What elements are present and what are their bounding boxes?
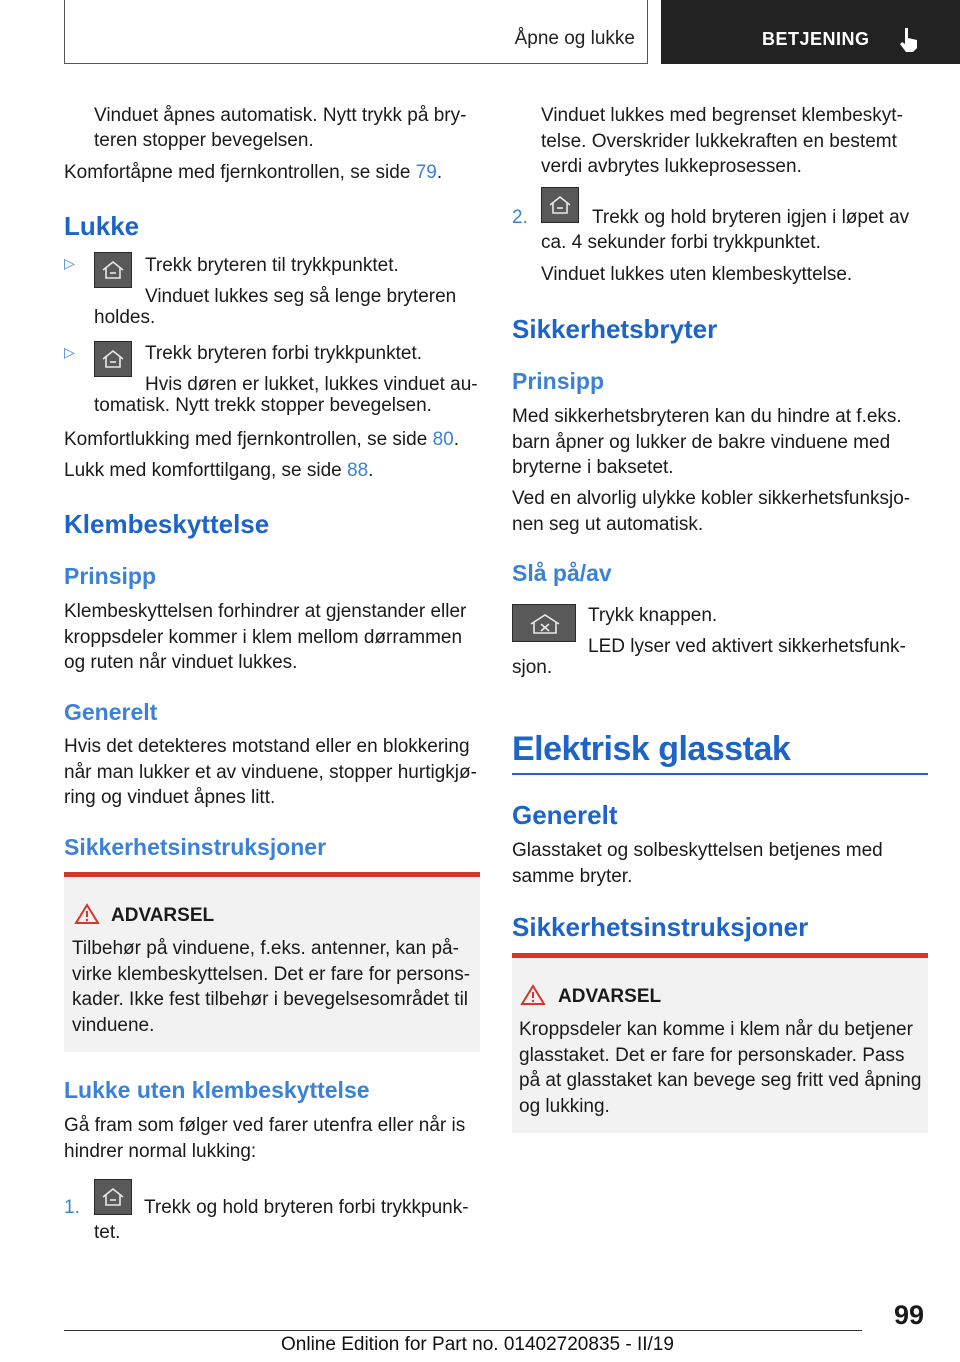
cont-text	[541, 103, 903, 180]
heading-underline	[512, 773, 928, 775]
prinsipp-line: barn åpner og lukker de bakre vinduene med	[512, 431, 891, 453]
comfort-open-text: Komfortåpne med fjernkontrollen, se side 79.	[64, 162, 443, 183]
page-link-79[interactable]: 79	[415, 162, 437, 183]
warning-title: ADVARSEL	[111, 905, 215, 926]
prinsipp-text-2	[512, 486, 910, 537]
heading-sla-pa-av: Slå på/av	[512, 560, 612, 586]
lukke-item-2-tail: tomatisk. Nytt trekk stopper bevegelsen.	[94, 395, 432, 416]
safety-switch-icon	[512, 604, 576, 642]
header-chapter-box	[661, 0, 960, 64]
heading-generelt: Generelt	[512, 800, 618, 830]
generelt-line: Hvis det detekteres motstand eller en blokkering	[64, 736, 470, 757]
cont-line: telse. Overskrider lukkekraften en bestemt	[541, 130, 897, 152]
comfort-open-label: Komfortåpne med fjernkontrollen, se side	[64, 162, 416, 183]
window-switch-icon	[94, 341, 132, 377]
sla-text	[588, 600, 906, 662]
warning-line: vinduene.	[72, 1014, 155, 1036]
uten-line: hindrer normal lukking:	[64, 1140, 257, 1162]
comfort-close-text: Komfortlukking med fjernkontrollen, se side 80.	[64, 429, 459, 450]
heading-lukke: Lukke	[64, 211, 140, 241]
warning-line: og lukking.	[519, 1095, 610, 1117]
lukke-item-line: Trekk bryteren forbi trykkpunktet.	[145, 343, 423, 364]
warning-line: på at glasstaket kan bevege seg fritt ved åpning	[519, 1070, 922, 1091]
step2-result: Vinduet lukkes uten klembeskyttelse.	[541, 264, 853, 285]
prinsipp-text	[512, 404, 902, 481]
footer-edition-text: Online Edition for Part no. 01402720835 - II/19	[281, 1334, 674, 1355]
window-switch-icon	[94, 1179, 132, 1215]
footer-divider	[64, 1330, 862, 1331]
warning-line: kader. Ikke fest tilbehør i bevegelsesområdet til	[72, 989, 469, 1010]
header-chapter-title: BETJENING	[762, 29, 870, 49]
window-switch-icon	[541, 187, 579, 223]
step1-tail: tet.	[94, 1222, 121, 1243]
step-number: 2.	[512, 207, 528, 228]
generelt-line: Glasstaket og solbeskyttelsen betjenes med	[512, 840, 883, 861]
warning-line: virke klembeskyttelsen. Det er fare for persons-	[72, 963, 471, 985]
prinsipp-line: Ved en alvorlig ulykke kobler sikkerhetsfunksjo-	[512, 488, 911, 509]
intro-line: teren stopper bevegelsen.	[94, 130, 314, 151]
bullet-triangle-icon: ▷	[64, 344, 75, 360]
warning-box	[64, 872, 480, 1052]
lukke-item-line: Vinduet lukkes seg så lenge bryteren	[145, 286, 457, 307]
warning-text	[72, 936, 470, 1038]
cont-line: Vinduet lukkes med begrenset klembeskyt-	[541, 105, 903, 126]
bullet-triangle-icon: ▷	[64, 255, 75, 271]
sla-line: Trykk knappen.	[588, 605, 718, 626]
prinsipp-line: Klembeskyttelsen forhindrer at gjenstander eller	[64, 601, 467, 622]
lukke-item-1-tail: holdes.	[94, 307, 156, 328]
uten-line: Gå fram som følger ved farer utenfra eller når is	[64, 1115, 466, 1136]
intro-text	[94, 103, 466, 153]
generelt-line: når man lukker et av vinduene, stopper hurtigkjø-	[64, 761, 477, 783]
header-section-title: Åpne og lukke	[514, 28, 635, 49]
generelt-line: samme bryter.	[512, 865, 633, 887]
cont-line: verdi avbrytes lukkeprosessen.	[541, 156, 802, 177]
prinsipp-line: kroppsdeler kommer i klem mellom dørrammen	[64, 626, 463, 648]
step1-text: Trekk og hold bryteren forbi trykkpunk-	[144, 1197, 469, 1218]
prinsipp-line: Med sikkerhetsbryteren kan du hindre at f.eks.	[512, 406, 902, 427]
step-number: 1.	[64, 1197, 80, 1218]
prinsipp-line: bryterne i baksetet.	[512, 457, 674, 478]
prinsipp-line: nen seg ut automatisk.	[512, 513, 704, 535]
warning-title: ADVARSEL	[558, 986, 662, 1007]
heading-lukke-uten: Lukke uten klembeskyttelse	[64, 1077, 370, 1103]
page-number: 99	[894, 1300, 925, 1330]
pointing-hand-icon	[897, 26, 921, 54]
header-section-box	[64, 0, 648, 64]
heading-sikkerhetsbryter: Sikkerhetsbryter	[512, 314, 718, 344]
generelt-line: ring og vinduet åpnes litt.	[64, 787, 276, 808]
sla-line: LED lyser ved aktivert sikkerhetsfunk-	[588, 636, 906, 657]
uten-text	[64, 1113, 465, 1164]
generelt-text	[512, 838, 883, 889]
step2-text-2: ca. 4 sekunder forbi trykkpunktet.	[541, 232, 821, 253]
sla-tail: sjon.	[512, 657, 553, 678]
heading-prinsipp: Prinsipp	[64, 563, 157, 589]
step2-text: Trekk og hold bryteren igjen i løpet av	[592, 207, 910, 228]
lukke-item-1	[145, 250, 456, 312]
comfort-access-text: Lukk med komforttilgang, se side 88.	[64, 460, 374, 481]
prinsipp-text	[64, 599, 466, 676]
warning-box	[512, 953, 928, 1133]
warning-line: Kroppsdeler kan komme i klem når du betjener	[519, 1019, 913, 1040]
lukke-item-2	[145, 338, 478, 400]
prinsipp-line: og ruten når vinduet lukkes.	[64, 652, 298, 673]
heading-prinsipp: Prinsipp	[512, 368, 605, 394]
heading-sikkerhetsinstruksjoner: Sikkerhetsinstruksjoner	[512, 912, 809, 942]
warning-text	[519, 1017, 921, 1119]
warning-triangle-icon	[74, 903, 100, 925]
window-switch-icon	[94, 252, 132, 288]
warning-triangle-icon	[520, 984, 546, 1006]
heading-klembeskyttelse: Klembeskyttelse	[64, 509, 270, 539]
page-link-88[interactable]: 88	[347, 460, 369, 481]
intro-line: Vinduet åpnes automatisk. Nytt trykk på bry-	[94, 105, 467, 126]
heading-elektrisk-glasstak: Elektrisk glasstak	[512, 730, 791, 768]
comfort-close-label: Komfortlukking med fjernkontrollen, se side	[64, 429, 433, 450]
page-link-80[interactable]: 80	[432, 429, 454, 450]
warning-line: glasstaket. Det er fare for personskader. Pass	[519, 1044, 905, 1066]
warning-line: Tilbehør på vinduene, f.eks. antenner, kan på-	[72, 938, 459, 959]
generelt-text	[64, 734, 477, 811]
heading-sikkerhetsinstruksjoner: Sikkerhetsinstruksjoner	[64, 834, 327, 860]
lukke-item-line: Hvis døren er lukket, lukkes vinduet au-	[145, 374, 478, 395]
lukke-item-line: Trekk bryteren til trykkpunktet.	[145, 255, 399, 276]
comfort-access-label: Lukk med komforttilgang, se side	[64, 460, 348, 481]
heading-generelt: Generelt	[64, 699, 158, 725]
